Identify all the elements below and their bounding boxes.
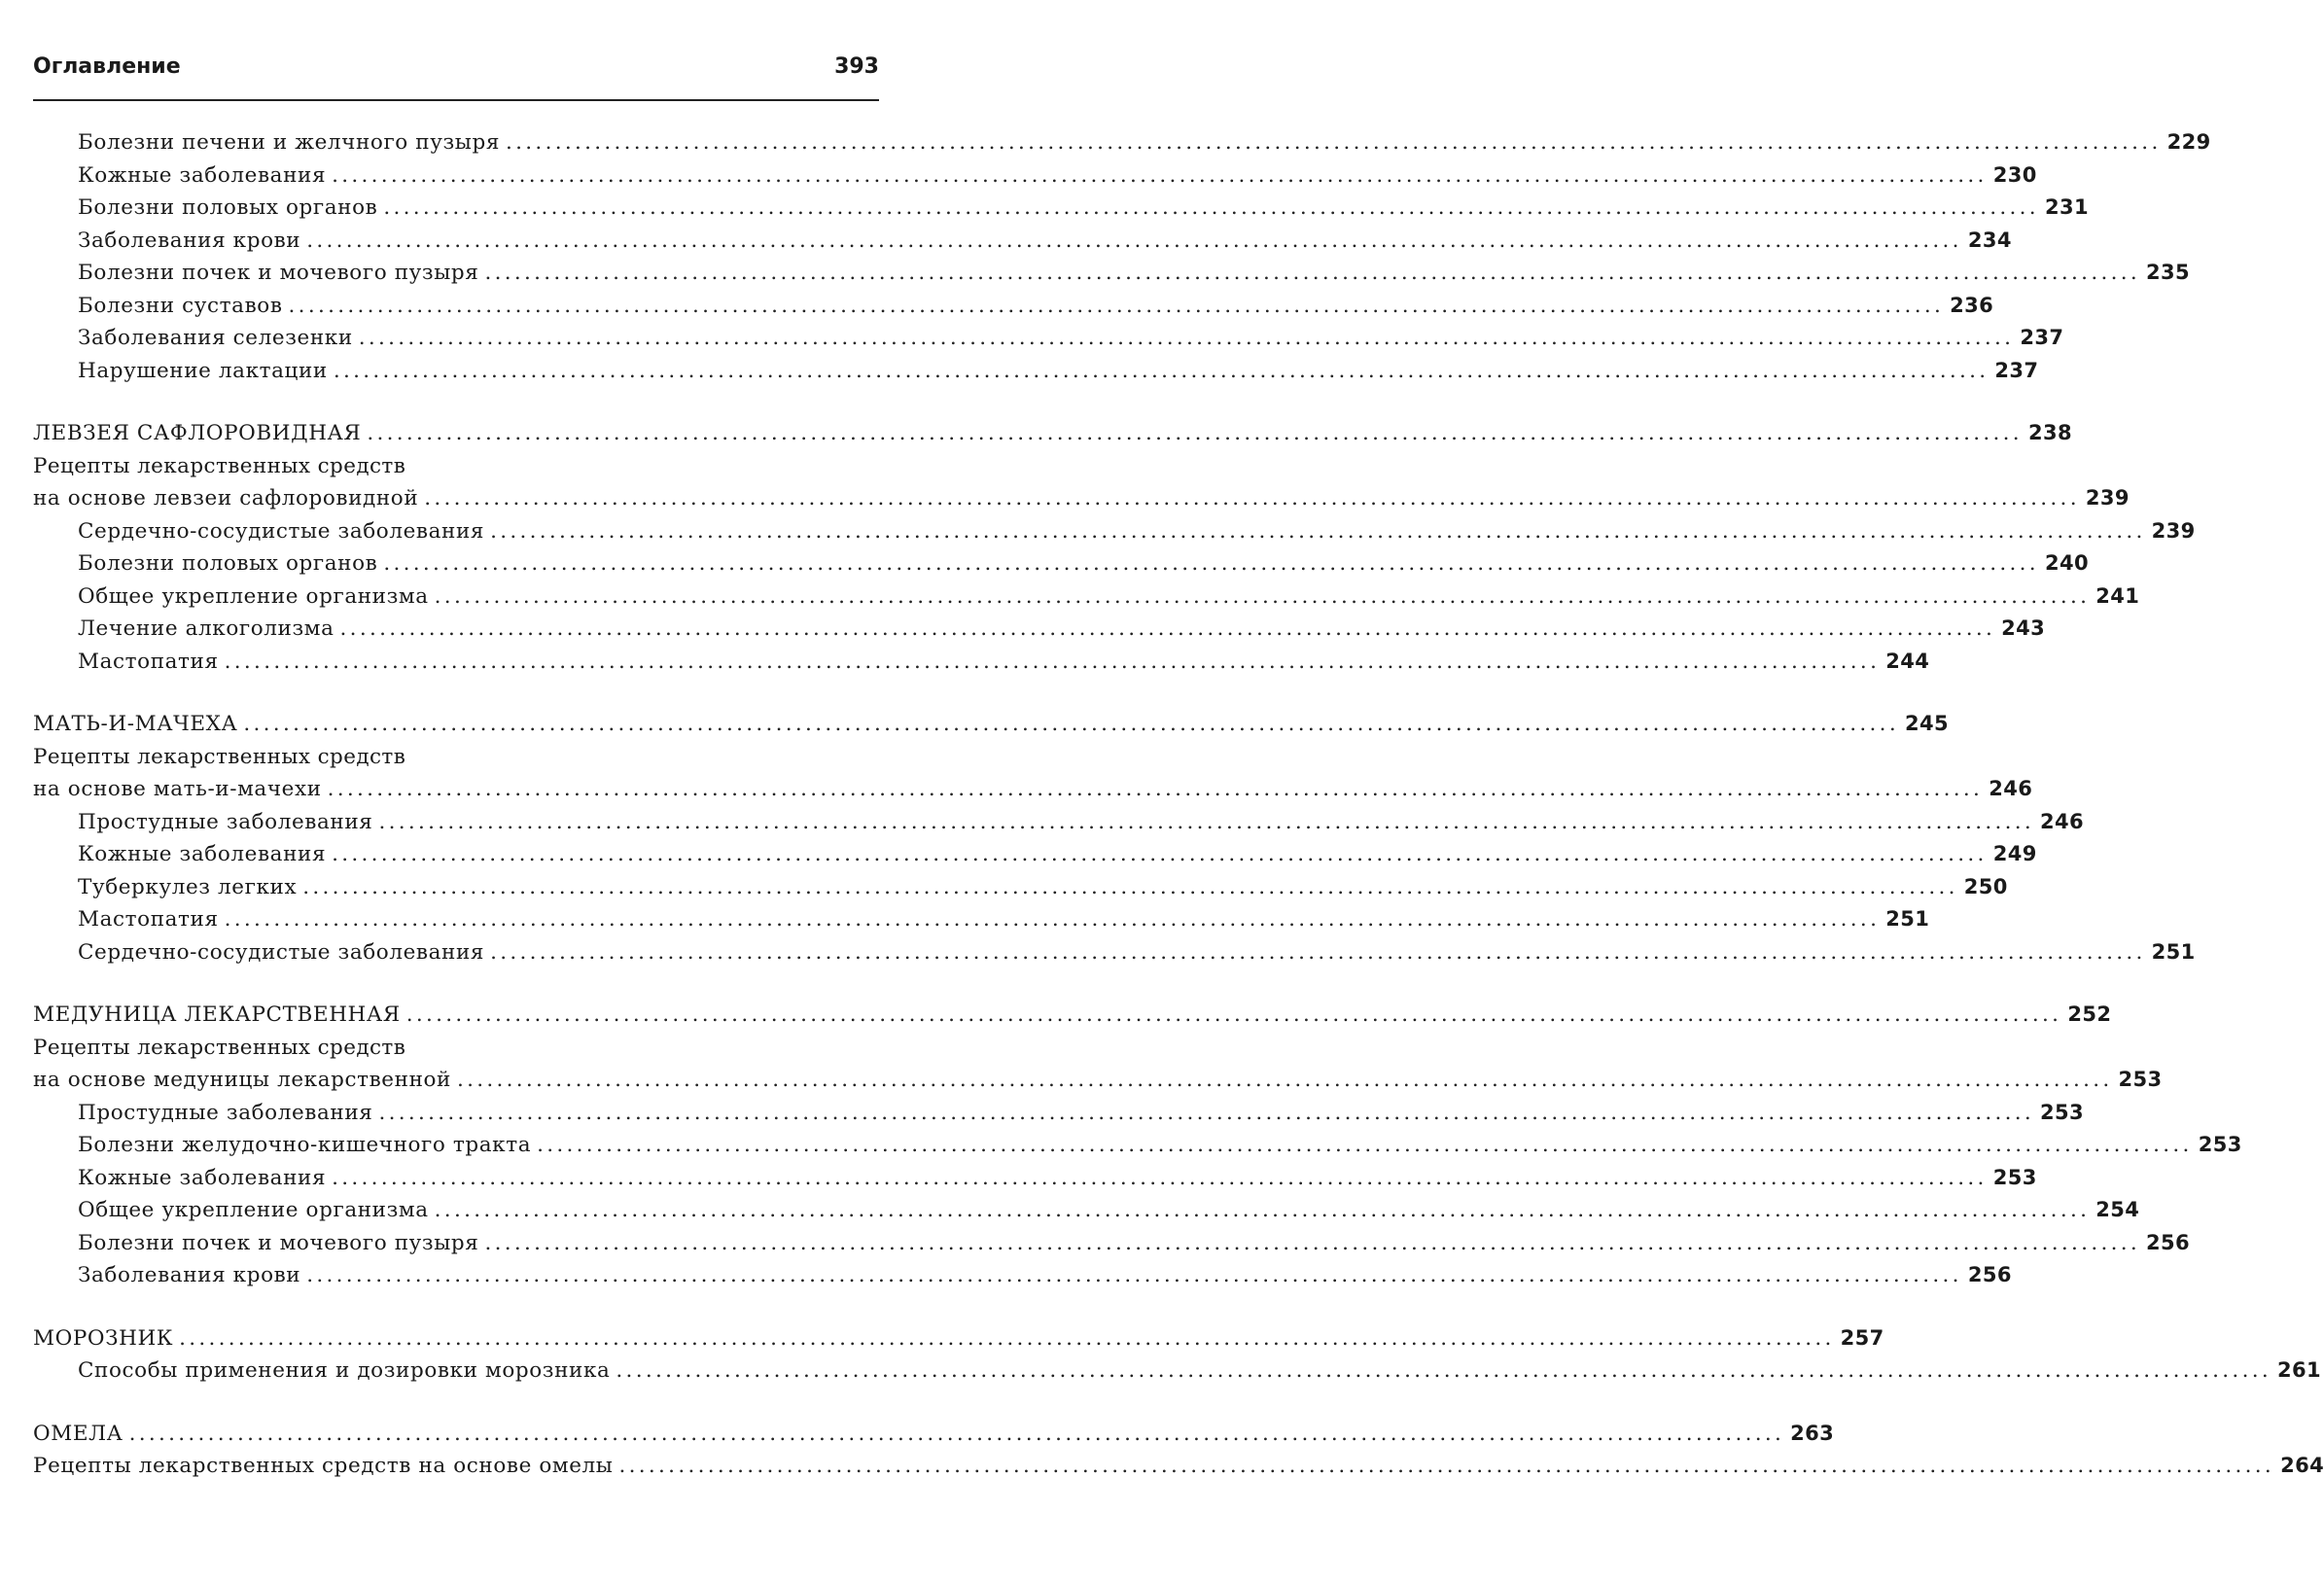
toc-entry-page: 234 xyxy=(1967,228,2012,252)
toc-entry-page: 243 xyxy=(2001,616,2046,640)
toc-subentry[interactable] xyxy=(33,1259,2012,1292)
dot-leader: ........................................................................................................................................................................ xyxy=(302,874,1958,899)
toc-entry-page: 235 xyxy=(2146,261,2191,284)
toc-section xyxy=(33,126,2211,387)
toc-entry-label: Болезни почек и мочевого пузыря xyxy=(78,1230,479,1255)
toc-entry-label: Болезни почек и мочевого пузыря xyxy=(78,261,479,285)
dot-leader: ........................................................................................................................................................................ xyxy=(506,130,2162,155)
dot-leader: ........................................................................................................................................................................ xyxy=(456,1068,2113,1092)
toc-entry-page: 261 xyxy=(2276,1358,2322,1382)
toc-entry-label: Туберкулез легких xyxy=(78,874,298,899)
dot-leader: ........................................................................................................................................................................ xyxy=(332,1165,1988,1190)
dot-leader: ........................................................................................................................................................................ xyxy=(434,1198,2091,1222)
dot-leader: ........................................................................................................................................................................ xyxy=(618,1454,2275,1478)
section-gap xyxy=(33,678,879,708)
toc-entry-label: МАТЬ-И-МАЧЕХА xyxy=(33,712,238,736)
section-gap xyxy=(33,1292,879,1322)
toc-heading[interactable] xyxy=(33,708,1950,741)
toc-recipes-entry[interactable] xyxy=(33,741,2033,806)
toc-entry-label: Заболевания крови xyxy=(78,228,301,253)
toc-entry-page: 237 xyxy=(2020,326,2064,349)
section-gap xyxy=(33,387,879,417)
toc-entry-label: Заболевания селезенки xyxy=(78,326,353,350)
dot-leader: ........................................................................................................................................................................ xyxy=(327,777,1984,801)
running-header-title: Оглавление xyxy=(33,54,181,79)
toc-recipes-line2[interactable] xyxy=(33,482,2130,515)
toc-subentry[interactable] xyxy=(33,1354,2322,1388)
dot-leader: ........................................................................................................................................................................ xyxy=(378,1100,2035,1125)
toc-subentry[interactable] xyxy=(33,1227,2191,1260)
toc-section xyxy=(33,387,2196,678)
toc-heading[interactable] xyxy=(33,417,2072,450)
dot-leader: ........................................................................................................................................................................ xyxy=(405,1003,2062,1027)
toc-entry-label: Мастопатия xyxy=(78,649,219,674)
toc-entry-label: Кожные заболевания xyxy=(78,1165,327,1190)
toc-entry-page: 253 xyxy=(2040,1100,2085,1124)
toc-entry-page: 237 xyxy=(1994,358,2039,382)
toc-subentry[interactable] xyxy=(33,1097,2085,1130)
toc-entry-page: 251 xyxy=(1885,907,1930,931)
dot-leader: ........................................................................................................................................................................ xyxy=(243,712,1899,736)
toc-subentry[interactable] xyxy=(33,322,2064,355)
dot-leader: ........................................................................................................................................................................ xyxy=(128,1421,1785,1446)
toc-entry-label: Рецепты лекарственных средств на основе омелы xyxy=(33,1454,614,1478)
toc-entry-label: Простудные заболевания xyxy=(78,1100,373,1125)
dot-leader: ........................................................................................................................................................................ xyxy=(339,616,1996,641)
dot-leader: ........................................................................................................................................................................ xyxy=(434,583,2091,609)
toc-entry-label: Простудные заболевания xyxy=(78,809,373,834)
dot-leader: ........................................................................................................................................................................ xyxy=(306,1263,1962,1287)
toc-entry-page: 252 xyxy=(2067,1003,2112,1026)
toc-entry-page: 240 xyxy=(2044,551,2089,575)
toc-subentry[interactable] xyxy=(33,903,1930,936)
toc-subentry[interactable] xyxy=(33,192,2089,225)
toc-subentry[interactable] xyxy=(33,646,1930,679)
toc-heading[interactable] xyxy=(33,999,2112,1032)
toc-entry-label: Сердечно-сосудистые заболевания xyxy=(78,518,485,544)
toc-recipes-line2[interactable] xyxy=(33,773,2033,806)
toc-subentry[interactable] xyxy=(33,515,2196,548)
toc-recipes-line1: Рецепты лекарственных средств xyxy=(33,453,406,478)
toc-subentry[interactable] xyxy=(33,1129,2242,1162)
toc-heading[interactable] xyxy=(33,1418,1835,1451)
toc-entry-page: 253 xyxy=(2198,1133,2242,1156)
toc-section xyxy=(33,678,2196,968)
toc-entry-label: МЕДУНИЦА ЛЕКАРСТВЕННАЯ xyxy=(33,1003,401,1027)
toc-entry-page: 238 xyxy=(2027,421,2072,444)
toc-entry-label: Заболевания крови xyxy=(78,1263,301,1287)
toc-entry-label: Кожные заболевания xyxy=(78,842,327,866)
toc-entry-page: 254 xyxy=(2095,1198,2140,1221)
toc-entry-label: Способы применения и дозировки морозника xyxy=(78,1358,611,1383)
toc-heading[interactable] xyxy=(33,1322,1884,1355)
toc-subentry[interactable] xyxy=(33,1194,2140,1227)
toc-subentry[interactable] xyxy=(33,806,2085,839)
section-gap xyxy=(33,968,879,999)
toc-recipes-entry[interactable] xyxy=(33,450,2130,515)
toc-entry-label: Болезни печени и желчного пузыря xyxy=(78,130,501,155)
toc-entry-page: 231 xyxy=(2044,195,2089,219)
dot-leader: ........................................................................................................................................................................ xyxy=(490,939,2146,965)
dot-leader: ........................................................................................................................................................................ xyxy=(358,326,2015,350)
toc-recipes-line1: Рецепты лекарственных средств xyxy=(33,1035,406,1060)
toc-entry-page: 236 xyxy=(1950,293,1994,317)
toc-entry-label: Кожные заболевания xyxy=(78,162,327,188)
section-gap xyxy=(33,1388,879,1418)
dot-leader: ........................................................................................................................................................................ xyxy=(224,649,1881,674)
toc-entry-page: 239 xyxy=(2085,486,2130,510)
toc-entry-page: 253 xyxy=(1992,1165,2037,1189)
dot-leader: ........................................................................................................................................................................ xyxy=(484,1230,2140,1255)
toc-recipes-line2[interactable] xyxy=(33,1064,2163,1097)
dot-leader: ........................................................................................................................................................................ xyxy=(288,293,1945,318)
toc-entry-page: 263 xyxy=(1790,1421,1835,1445)
toc-entry-page: 245 xyxy=(1904,712,1950,735)
toc-entry-label: МОРОЗНИК xyxy=(33,1325,174,1351)
dot-leader: ........................................................................................................................................................................ xyxy=(537,1133,2193,1157)
toc-entry-page: 246 xyxy=(1989,777,2033,800)
toc-subentry[interactable] xyxy=(33,613,2046,646)
toc-entry-label: Лечение алкоголизма xyxy=(78,616,335,641)
toc-entry-label: ОМЕЛА xyxy=(33,1421,123,1446)
toc-subentry[interactable] xyxy=(33,257,2191,290)
toc-subentry[interactable] xyxy=(33,290,1994,323)
toc-subentry[interactable] xyxy=(33,355,2039,388)
toc-subentry[interactable] xyxy=(33,936,2196,969)
dot-leader: ........................................................................................................................................................................ xyxy=(333,358,1989,383)
dot-leader: ........................................................................................................................................................................ xyxy=(490,518,2146,544)
dot-leader: ........................................................................................................................................................................ xyxy=(332,162,1988,188)
toc-entry-page: 241 xyxy=(2095,583,2140,608)
toc-entry-label: на основе мать-и-мачехи xyxy=(33,777,322,801)
toc-entry-page: 229 xyxy=(2166,130,2211,154)
toc-subentry[interactable] xyxy=(33,547,2089,580)
toc-entry-page: 239 xyxy=(2151,518,2196,543)
dot-leader: ........................................................................................................................................................................ xyxy=(383,195,2039,220)
dot-leader: ........................................................................................................................................................................ xyxy=(378,809,2035,834)
toc-entry-page: 251 xyxy=(2151,939,2196,964)
dot-leader: ........................................................................................................................................................................ xyxy=(306,228,1962,253)
toc-section xyxy=(33,1388,2324,1483)
dot-leader: ........................................................................................................................................................................ xyxy=(367,421,2023,445)
toc-entry-page: 244 xyxy=(1885,649,1930,673)
toc-recipes-line1: Рецепты лекарственных средств xyxy=(33,744,406,769)
running-header-page-number: 393 xyxy=(834,54,879,79)
toc-subentry[interactable] xyxy=(33,159,2037,193)
toc-section xyxy=(33,968,2242,1292)
toc-section xyxy=(33,1292,2322,1388)
toc-entry-label: Болезни половых органов xyxy=(78,551,378,576)
toc-entry-label: Нарушение лактации xyxy=(78,358,328,383)
dot-leader: ........................................................................................................................................................................ xyxy=(484,261,2140,285)
toc-entry-page: 253 xyxy=(2118,1068,2163,1091)
toc-entry-page: 264 xyxy=(2280,1454,2324,1477)
dot-leader: ........................................................................................................................................................................ xyxy=(383,551,2039,576)
toc-subentry[interactable] xyxy=(33,126,2211,159)
toc-subentry[interactable] xyxy=(33,580,2140,614)
running-header xyxy=(33,51,879,101)
toc-entry-label: Мастопатия xyxy=(78,907,219,932)
toc-recipes-entry[interactable] xyxy=(33,1450,2324,1483)
toc-recipes-entry[interactable] xyxy=(33,1032,2163,1097)
toc-entry-label: Общее укрепление организма xyxy=(78,1198,429,1222)
table-of-contents xyxy=(33,126,2324,1483)
toc-entry-page: 256 xyxy=(1967,1263,2012,1286)
dot-leader: ........................................................................................................................................................................ xyxy=(332,842,1988,866)
toc-entry-page: 230 xyxy=(1992,162,2037,187)
toc-entry-label: Общее укрепление организма xyxy=(78,583,429,609)
dot-leader: ........................................................................................................................................................................ xyxy=(424,486,2080,510)
toc-entry-page: 246 xyxy=(2040,809,2085,833)
toc-entry-page: 256 xyxy=(2146,1230,2191,1254)
toc-entry-page: 249 xyxy=(1992,842,2037,865)
toc-subentry[interactable] xyxy=(33,838,2037,871)
toc-subentry[interactable] xyxy=(33,225,2012,258)
toc-subentry[interactable] xyxy=(33,871,2008,904)
toc-entry-label: на основе медуницы лекарственной xyxy=(33,1068,451,1092)
dot-leader: ........................................................................................................................................................................ xyxy=(616,1358,2271,1383)
toc-entry-label: Болезни половых органов xyxy=(78,195,378,220)
toc-subentry[interactable] xyxy=(33,1162,2037,1195)
toc-entry-label: Болезни суставов xyxy=(78,293,283,318)
toc-entry-page: 250 xyxy=(1963,874,2008,898)
dot-leader: ........................................................................................................................................................................ xyxy=(224,907,1881,932)
dot-leader: ........................................................................................................................................................................ xyxy=(179,1325,1835,1351)
toc-entry-page: 257 xyxy=(1840,1325,1884,1350)
toc-entry-label: ЛЕВЗЕЯ САФЛОРОВИДНАЯ xyxy=(33,421,362,445)
toc-entry-label: Болезни желудочно-кишечного тракта xyxy=(78,1133,532,1157)
toc-entry-label: на основе левзеи сафлоровидной xyxy=(33,486,419,510)
toc-entry-label: Сердечно-сосудистые заболевания xyxy=(78,939,485,965)
